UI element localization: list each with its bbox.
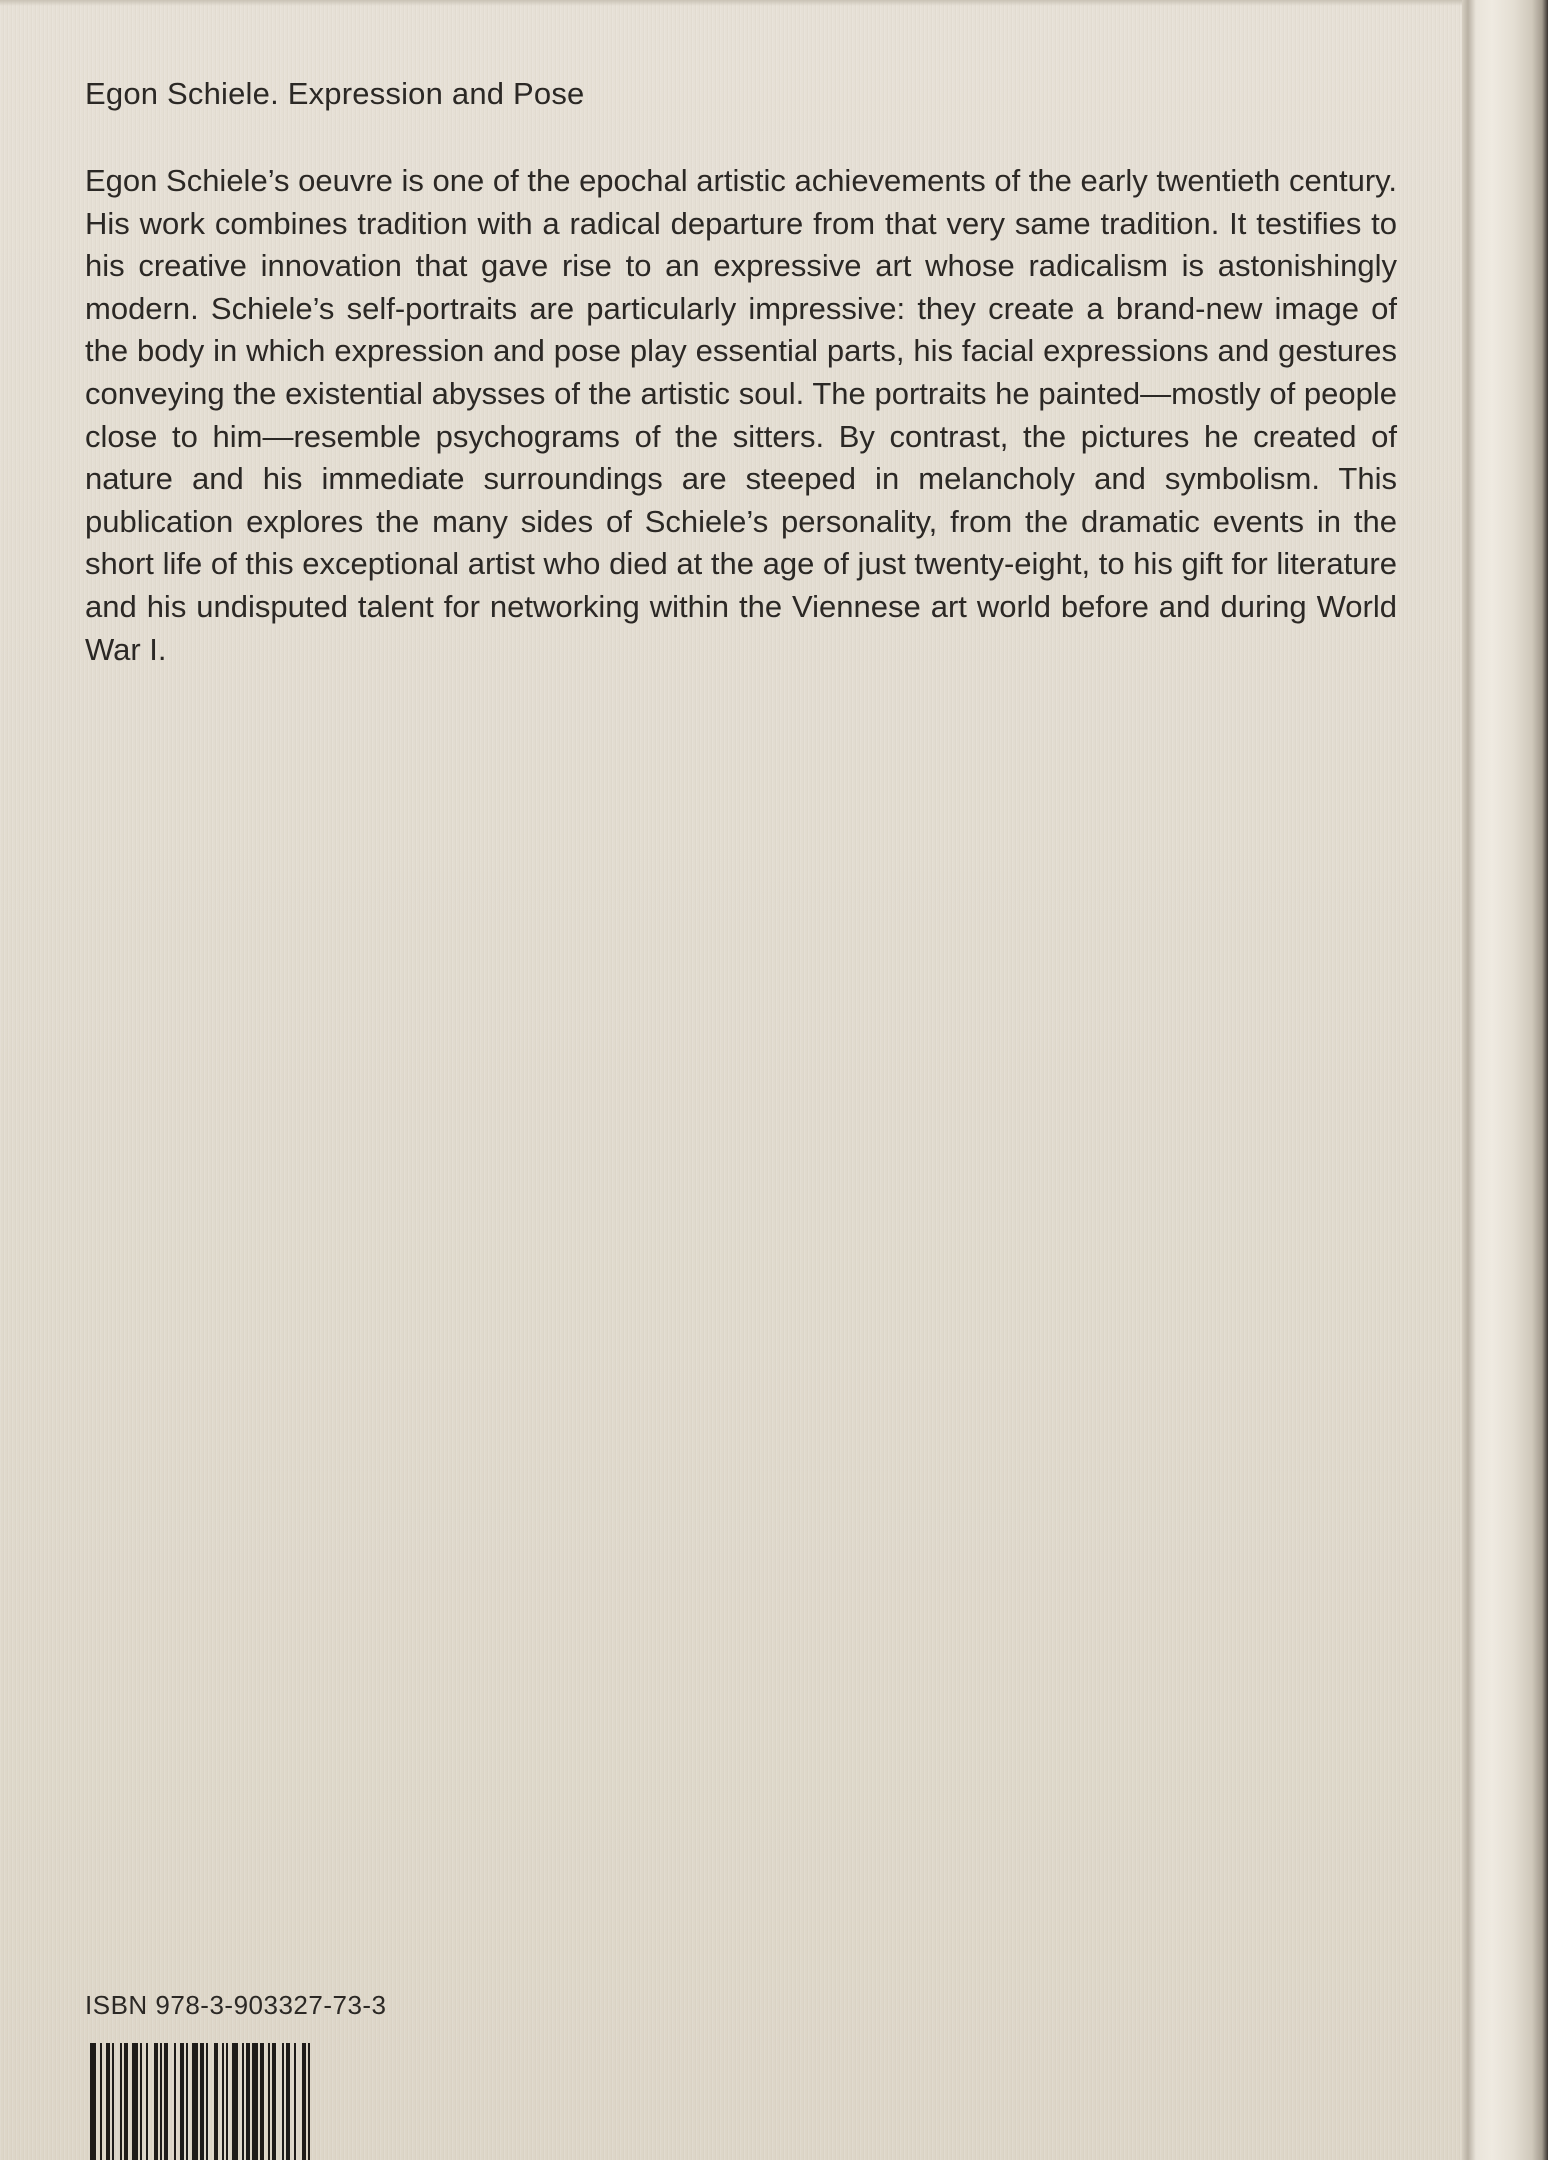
- barcode-bar: [112, 2043, 114, 2160]
- book-title: Egon Schiele. Expression and Pose: [85, 76, 585, 111]
- barcode-bar: [192, 2043, 198, 2160]
- barcode-bar: [174, 2043, 176, 2160]
- book-description: Egon Schiele’s oeuvre is one of the epochal artistic achievements of the early twentieth century. His work combines tradition with a radical departure from that very same tradition. It testifies to his creative innovation that gave rise to an expressive art whose radicalism is astonishingly modern. Schiele’s self-portraits are particularly impressive: they create a brand-new image of the body in which expression and pose play essential parts, his facial expressions and gestures conveying the existential abysses of the artistic soul. The portraits he painted—mostly of people close to him—resemble psychograms of the sitters. By contrast, the pictures he created of nature and his immediate surroundings are steeped in melancholy and symbolism. This publication explores the many sides of Schiele’s personality, from the dramatic events in the short life of this exceptional artist who died at the age of just twenty-eight, to his gift for literature and his undisputed talent for networking within the Viennese art world before and during World War I.: [85, 163, 1397, 667]
- barcode-bar: [206, 2043, 208, 2160]
- barcode-bar: [282, 2043, 284, 2160]
- barcode-bar: [160, 2043, 162, 2160]
- cover-top-edge: [0, 0, 1548, 6]
- barcode-bar: [308, 2043, 310, 2160]
- barcode-bar: [232, 2043, 238, 2160]
- barcode-bar: [146, 2043, 148, 2160]
- barcode-bar: [268, 2043, 270, 2160]
- barcode: [88, 2043, 403, 2160]
- barcode-bar: [294, 2043, 296, 2160]
- barcode-bar: [100, 2043, 102, 2160]
- barcode-bar: [272, 2043, 276, 2160]
- barcode-bar: [132, 2043, 138, 2160]
- barcode-bar: [226, 2043, 228, 2160]
- barcode-graphic: [88, 2043, 403, 2160]
- barcode-bar: [106, 2043, 110, 2160]
- barcode-bar: [222, 2043, 224, 2160]
- barcode-bar: [286, 2043, 290, 2160]
- barcode-bar: [252, 2043, 258, 2160]
- barcode-bar: [180, 2043, 184, 2160]
- isbn-label: ISBN 978-3-903327-73-3: [85, 1990, 387, 2020]
- barcode-bar: [186, 2043, 188, 2160]
- barcode-bar: [124, 2043, 128, 2160]
- barcode-bar: [154, 2043, 158, 2160]
- barcode-bar: [242, 2043, 244, 2160]
- barcode-bar: [214, 2043, 218, 2160]
- barcode-bar: [302, 2043, 306, 2160]
- barcode-bar: [200, 2043, 204, 2160]
- barcode-bar: [246, 2043, 250, 2160]
- barcode-bar: [164, 2043, 168, 2160]
- spine-hinge: [1462, 0, 1548, 2160]
- barcode-bar: [120, 2043, 122, 2160]
- barcode-bar: [260, 2043, 264, 2160]
- barcode-bar: [90, 2043, 96, 2160]
- barcode-bar: [140, 2043, 142, 2160]
